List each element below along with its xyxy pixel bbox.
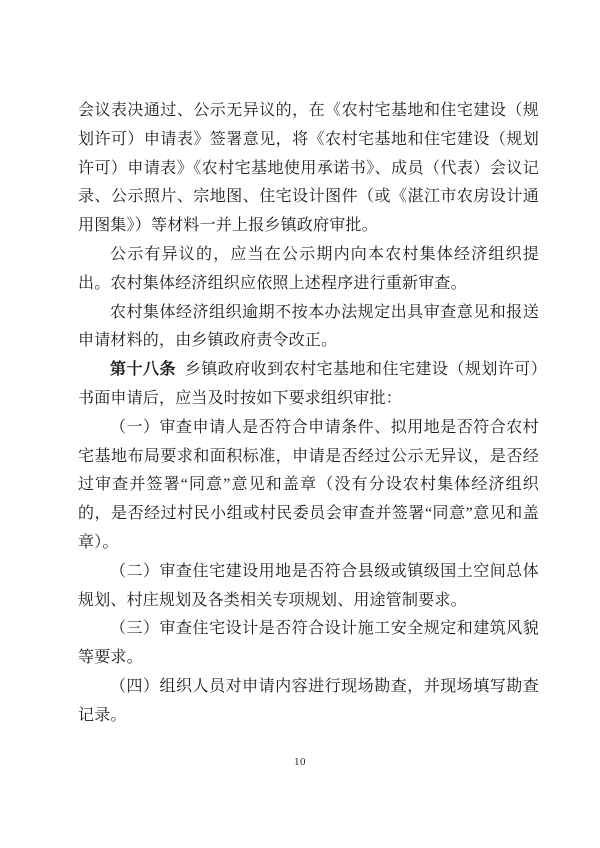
paragraph	[78, 299, 539, 357]
paragraph-text: 会议表决通过、公示无异议的，在《农村宅基地和住宅建设（规划许可）申请表》签署意见，将《农村宅基地和住宅建设（规划许可）申请表》《农村宅基地使用承诺书》、成员（代表）会议记录、公示照片、宗地图、住宅设计图件（或《湛江市农房设计通用图集》）等材料一并上报乡镇政府审批。	[78, 102, 539, 235]
paragraph	[78, 615, 539, 673]
paragraph-text: 乡镇政府收到农村宅基地和住宅建设（规划许可）书面申请后，应当及时按如下要求组织审批：	[78, 361, 539, 407]
paragraph-text: （一）审查申请人是否符合申请条件、拟用地是否符合农村宅基地布局要求和面积标准，申请是否经过公示无异议，是否经过审查并签署“同意”意见和盖章（没有分设农村集体经济组织的，是否经过村民小组或村民委员会审查并签署“同意”意见和盖章）。	[78, 418, 539, 551]
article-heading: 第十八条	[110, 361, 176, 379]
paragraph-text: （三）审查住宅设计是否符合设计施工安全规定和建筑风貌等要求。	[78, 620, 539, 667]
paragraph	[78, 414, 539, 558]
paragraph-text: （二）审查住宅建设用地是否符合县级或镇级国土空间总体规划、村庄规划及各类相关专项规划、用途管制要求。	[78, 562, 539, 609]
paragraph-text: 农村集体经济组织逾期不按本办法规定出具审查意见和报送申请材料的，由乡镇政府责令改正。	[78, 303, 539, 350]
paragraph-text: （四）组织人员对申请内容进行现场勘查，并现场填写勘查记录。	[78, 677, 539, 724]
paragraph	[78, 558, 539, 616]
paragraph	[78, 241, 539, 299]
paragraph	[78, 673, 539, 731]
paragraph	[78, 356, 539, 414]
page-content	[78, 97, 539, 731]
paragraph	[78, 97, 539, 241]
paragraph-text: 公示有异议的，应当在公示期内向本农村集体经济组织提出。农村集体经济组织应依照上述程序进行重新审查。	[78, 245, 539, 292]
page-number: 10	[294, 756, 306, 768]
